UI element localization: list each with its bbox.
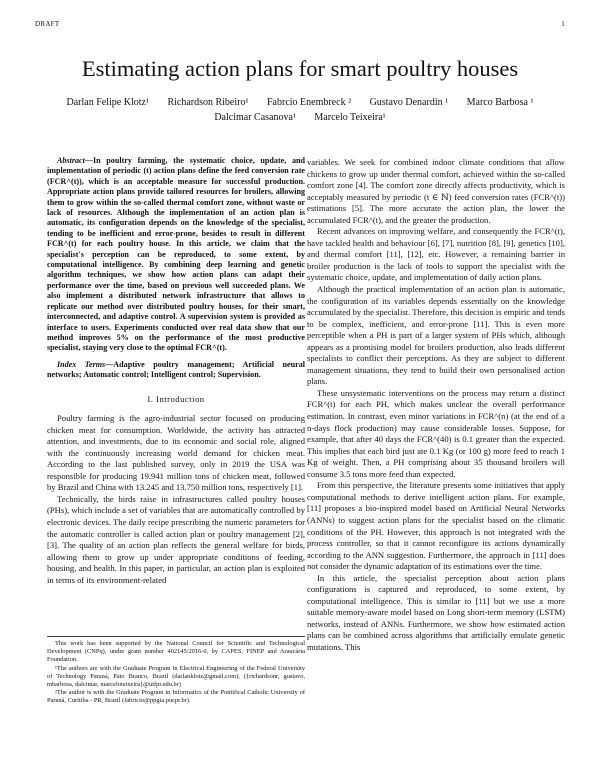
paragraph: Poultry farming is the agro-industrial sector focused on producing chicken meat for consumption. Worldwide, the activity has attracted attention, and investments, due to its economic and social role, aligned with the continuously increasing world demand for chicken meat. According to the last published survey, only in 2019 the USA was responsible for producing 19.941 million tons of chicken meat, followed by Brazil and China with 13.245 and 13.750 million tons, respectively [1]. [47, 413, 305, 493]
paragraph: In this article, the specialist perception about action plans configurations is captured and reproduced, to some extent, by computational intelligence. This is similar to [11] but we use a more suitable memory-aware model based on Long short-term memory (LSTM) networks, instead of ANNs. Furthermore, we show how estimated action plans can be combined across algorithms that artificially emulate genetic mutations. This [307, 572, 565, 652]
paper-title: Estimating action plans for smart poultry houses [81, 56, 519, 81]
right-column [307, 157, 565, 654]
footnotes [47, 636, 305, 706]
index-terms [47, 360, 305, 381]
page-header [35, 20, 565, 28]
page-number: 1 [561, 20, 565, 28]
author: Marco Barbosa ¹ [466, 97, 534, 108]
paragraph: variables. We seek for combined indoor climate conditions that allow chickens to grow up under thermal comfort, achieved within the so-called comfort zone [4]. The comfort zone directly affects productivity, which is acceptably measured by periodic (t ∈ ℕ) feed conversion rates (FCR^(t)) estimations [5]. The more accurate the action plan, the lower the accumulated FCR^(t), and the greater the production. [307, 157, 565, 225]
paragraph: These unsystematic interventions on the process may return a distinct FCR^(t) for each PH, which makes unclear the overall performance estimation. In contrast, even minor variations in FCR^(n) (at the end of a n-days flock production) may cause considerable losses. Suppose, for example, that after 40 days the FCR^(40) is 0.1 greater than the expected. This implies that each bird just ate 0.1 Kg (or 100 g) more feed to reach 1 Kg of weight. Then, a PH comprising about 35 thousand broilers will consume 3.5 tons more feed than expected. [307, 387, 565, 479]
author: Richardson Ribeiro¹ [167, 97, 249, 108]
paragraph: From this perspective, the literature presents some initiatives that apply computational methods to derive intelligent action plans. For example, [11] proposes a bio-inspired model based on Artificial Neural Networks (ANNs) to suggest action plans for the specialist based on the climatic conditions of the PH. However, this approach is not integrated with the process controller, so that it cannot reconfigure its actions dynamically according to the ANN suggestion. Furthermore, the approach in [11] does not consider the dynamic adaptation of its estimations over the time. [307, 480, 565, 572]
footnote: ²The author is with the Graduate Program in Informatics of the Pontifical Catholic University of Paraná, Curitiba - PR, Brazil (fabricio@ppgia.pucpr.br). [47, 689, 305, 705]
paragraph: Recent advances on improving welfare, and consequently the FCR^(t), have tackled health and behaviour [6], [7], nutrition [8], [9], genetics [10], and thermal comfort [11], [12], etc. However, a remaining barrier in broiler production is the lack of tools to support the specialist with the systematic choice, update, and implementation of daily action plans. [307, 226, 565, 283]
draft-label: DRAFT [35, 20, 60, 28]
index-terms-lead: Index Terms [57, 359, 106, 369]
author: Dalcimar Casanova¹ [214, 112, 296, 123]
author: Fabrcio Enembreck ² [266, 97, 352, 108]
author: Marcelo Teixeira¹ [314, 112, 386, 123]
paragraph: Technically, the birds raise in infrastructures called poultry houses (PHs), which include a set of variables that are automatically controlled by electronic devices. The daily recipe prescribing the numeric parameters for the automatic controller is called action plan or poultry management [2], [3]. The quality of an action plan reflects the general welfare for birds, allowing them to grow up under appropriate conditions of feeding, housing, and health. In this paper, in particular, an action plan is exploited in terms of its environment-related [47, 493, 305, 585]
author: Darlan Felipe Klotz¹ [66, 97, 149, 108]
left-column [47, 156, 305, 586]
footnote: ¹The authors are with the Graduate Program in Electrical Engineering of the Federal University of Technology Paraná, Pato Branco, Brazil (darlanklotz@gmail.com), ({richardsonr, gustavo, mbarbosa, dalcimar, marceloteixeira}@utfpr.edu.br) [47, 664, 305, 689]
index-terms-text: —Adaptive poultry management; Artificial neural networks; Automatic control; Intelligent control; Supervision. [47, 359, 306, 380]
footnote: This work has been supported by the National Council for Scientific and Technological Development (CNPq), under grant number 402145/2016-0, by CAPES, FINEP and Araucária Foundation. [47, 640, 305, 664]
paragraph: Although the practical implementation of an action plan is automatic, the configuration of its variables depends essentially on the knowledge accumulated by the specialist. Therefore, this decision is empiric and tends to be complex, inefficient, and error-prone [11]. This is even more perceptible when a PH is part of a larger system of PHs which, although appears as a promising model for broilers production, also leads different specialists to conflict their perceptions. As they are subject to different management situations, they tend to build their own personalised action plans. [307, 284, 565, 387]
abstract-text: —In poultry farming, the systematic choice, update, and implementation of periodic (t) action plans define the feed conversion rate (FCR^(t)), which is an acceptable measure for successful production. Appropriate action plans provide tailored resources for broilers, allowing them to grow within the so-called thermal comfort zone, without waste or lack of resources. Although the implementation of an action plan is automatic, its configuration depends on the knowledge of the specialist, tending to be inefficient and error-prone, besides to result in different FCR^(t) for each poultry house. In this article, we claim that the specialist's perception can be reproduced, to some extent, by computational intelligence. By combining deep learning and genetic algorithm techniques, we show how action plans can adapt their performance over the time, based on previous well succeeded plans. We also implement a distributed network infrastructure that allows to replicate our method over distributed poultry houses, for their smart, interconnected, and adaptive control. A supervision system is provided as interface to users. Experiments conducted over real data show that our method improves 5% on the performance of the most productive specialist, staying very close to the optimal FCR^(t). [47, 156, 305, 353]
author: Gustavo Denardin ¹ [369, 97, 449, 108]
abstract-lead: Abstract [57, 156, 85, 165]
section-heading: I. Introduction [147, 393, 205, 404]
author-list [30, 95, 570, 125]
abstract [47, 156, 305, 354]
